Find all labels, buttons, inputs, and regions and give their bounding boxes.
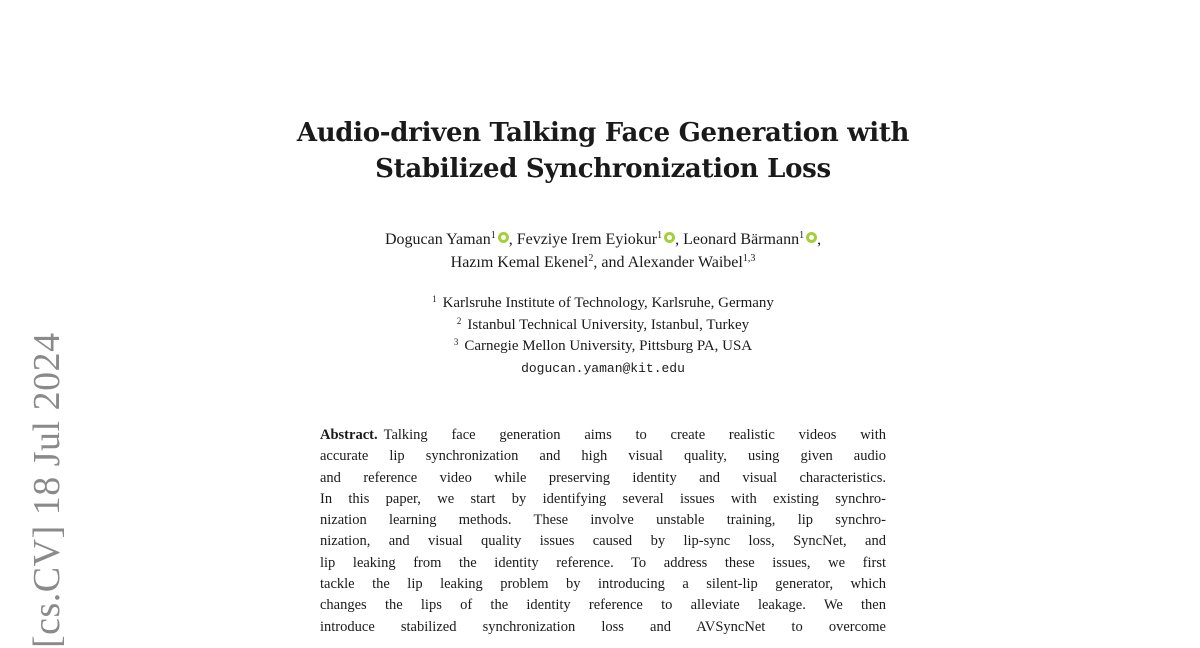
author-list: [250, 228, 956, 274]
paper-title: [250, 115, 956, 187]
affiliation-list: [250, 293, 956, 379]
author-affil-sup: 1: [490, 230, 496, 241]
abstract-line: In this paper, we start by identifying several issues with existing synchro-: [320, 490, 886, 507]
abstract-line: tackle the lip leaking problem by introducing a silent-lip generator, which: [320, 576, 886, 593]
abstract-line: accurate lip synchronization and high visual quality, using given audio: [320, 448, 886, 465]
author-name: Alexander Waibel: [627, 254, 743, 271]
author-name: Hazım Kemal Ekenel: [450, 254, 589, 271]
affiliation-num: 2: [456, 315, 462, 326]
abstract-line: introduce stabilized synchronization loss and AVSyncNet to overcome: [320, 618, 886, 635]
affiliation-item: [250, 336, 956, 358]
abstract-line: changes the lips of the identity reference to alleviate leakage. We then: [320, 597, 886, 614]
abstract: [320, 425, 886, 638]
author-name: Fevziye Irem Eyiokur: [516, 231, 658, 248]
arxiv-stamp: [cs.CV] 18 Jul 2024: [26, 332, 68, 648]
orcid-icon[interactable]: [498, 232, 509, 243]
author-affil-sup: 1,3: [742, 253, 756, 264]
abstract-line: nization, and visual quality issues caused by lip-sync loss, SyncNet, and: [320, 533, 886, 550]
title-line-2: Stabilized Synchronization Loss: [375, 154, 831, 184]
author-separator: ,: [508, 231, 513, 248]
author-separator: ,: [817, 231, 822, 248]
affiliation-num: 3: [453, 337, 459, 347]
affiliation-item: [250, 315, 956, 337]
author-name: Dogucan Yaman: [384, 231, 491, 248]
author-affil-sup: 2: [588, 253, 594, 264]
orcid-icon[interactable]: [664, 232, 675, 243]
abstract-line: nization learning methods. These involve unstable training, lip synchro-: [320, 512, 886, 529]
abstract-label: Abstract.: [320, 427, 378, 443]
affiliation-item: [250, 293, 956, 315]
author-name: Leonard Bärmann: [683, 231, 800, 248]
abstract-line: and reference video while preserving identity and visual characteristics.: [320, 469, 886, 486]
abstract-line: Abstract. Talking face generation aims to create realistic videos with: [320, 427, 886, 443]
affiliation-text: Karlsruhe Institute of Technology, Karlsruhe, Germany: [442, 295, 774, 311]
author-line-2: [250, 251, 956, 274]
contact-email[interactable]: dogucan.yaman@kit.edu: [521, 360, 685, 376]
author-line-1: [250, 228, 956, 251]
affiliation-text: Istanbul Technical University, Istanbul, Turkey: [467, 316, 750, 333]
author-separator: ,: [675, 231, 680, 248]
abstract-line: lip leaking from the identity reference. To address these issues, we first: [320, 554, 886, 571]
author-affil-sup: 1: [799, 230, 805, 241]
affiliation-num: 1: [432, 294, 437, 304]
author-affil-sup: 1: [657, 230, 663, 241]
affiliation-text: Carnegie Mellon University, Pittsburg PA, USA: [464, 338, 753, 354]
title-line-1: Audio-driven Talking Face Generation with: [296, 118, 910, 148]
author-separator: , and: [593, 254, 625, 271]
orcid-icon[interactable]: [806, 232, 817, 243]
